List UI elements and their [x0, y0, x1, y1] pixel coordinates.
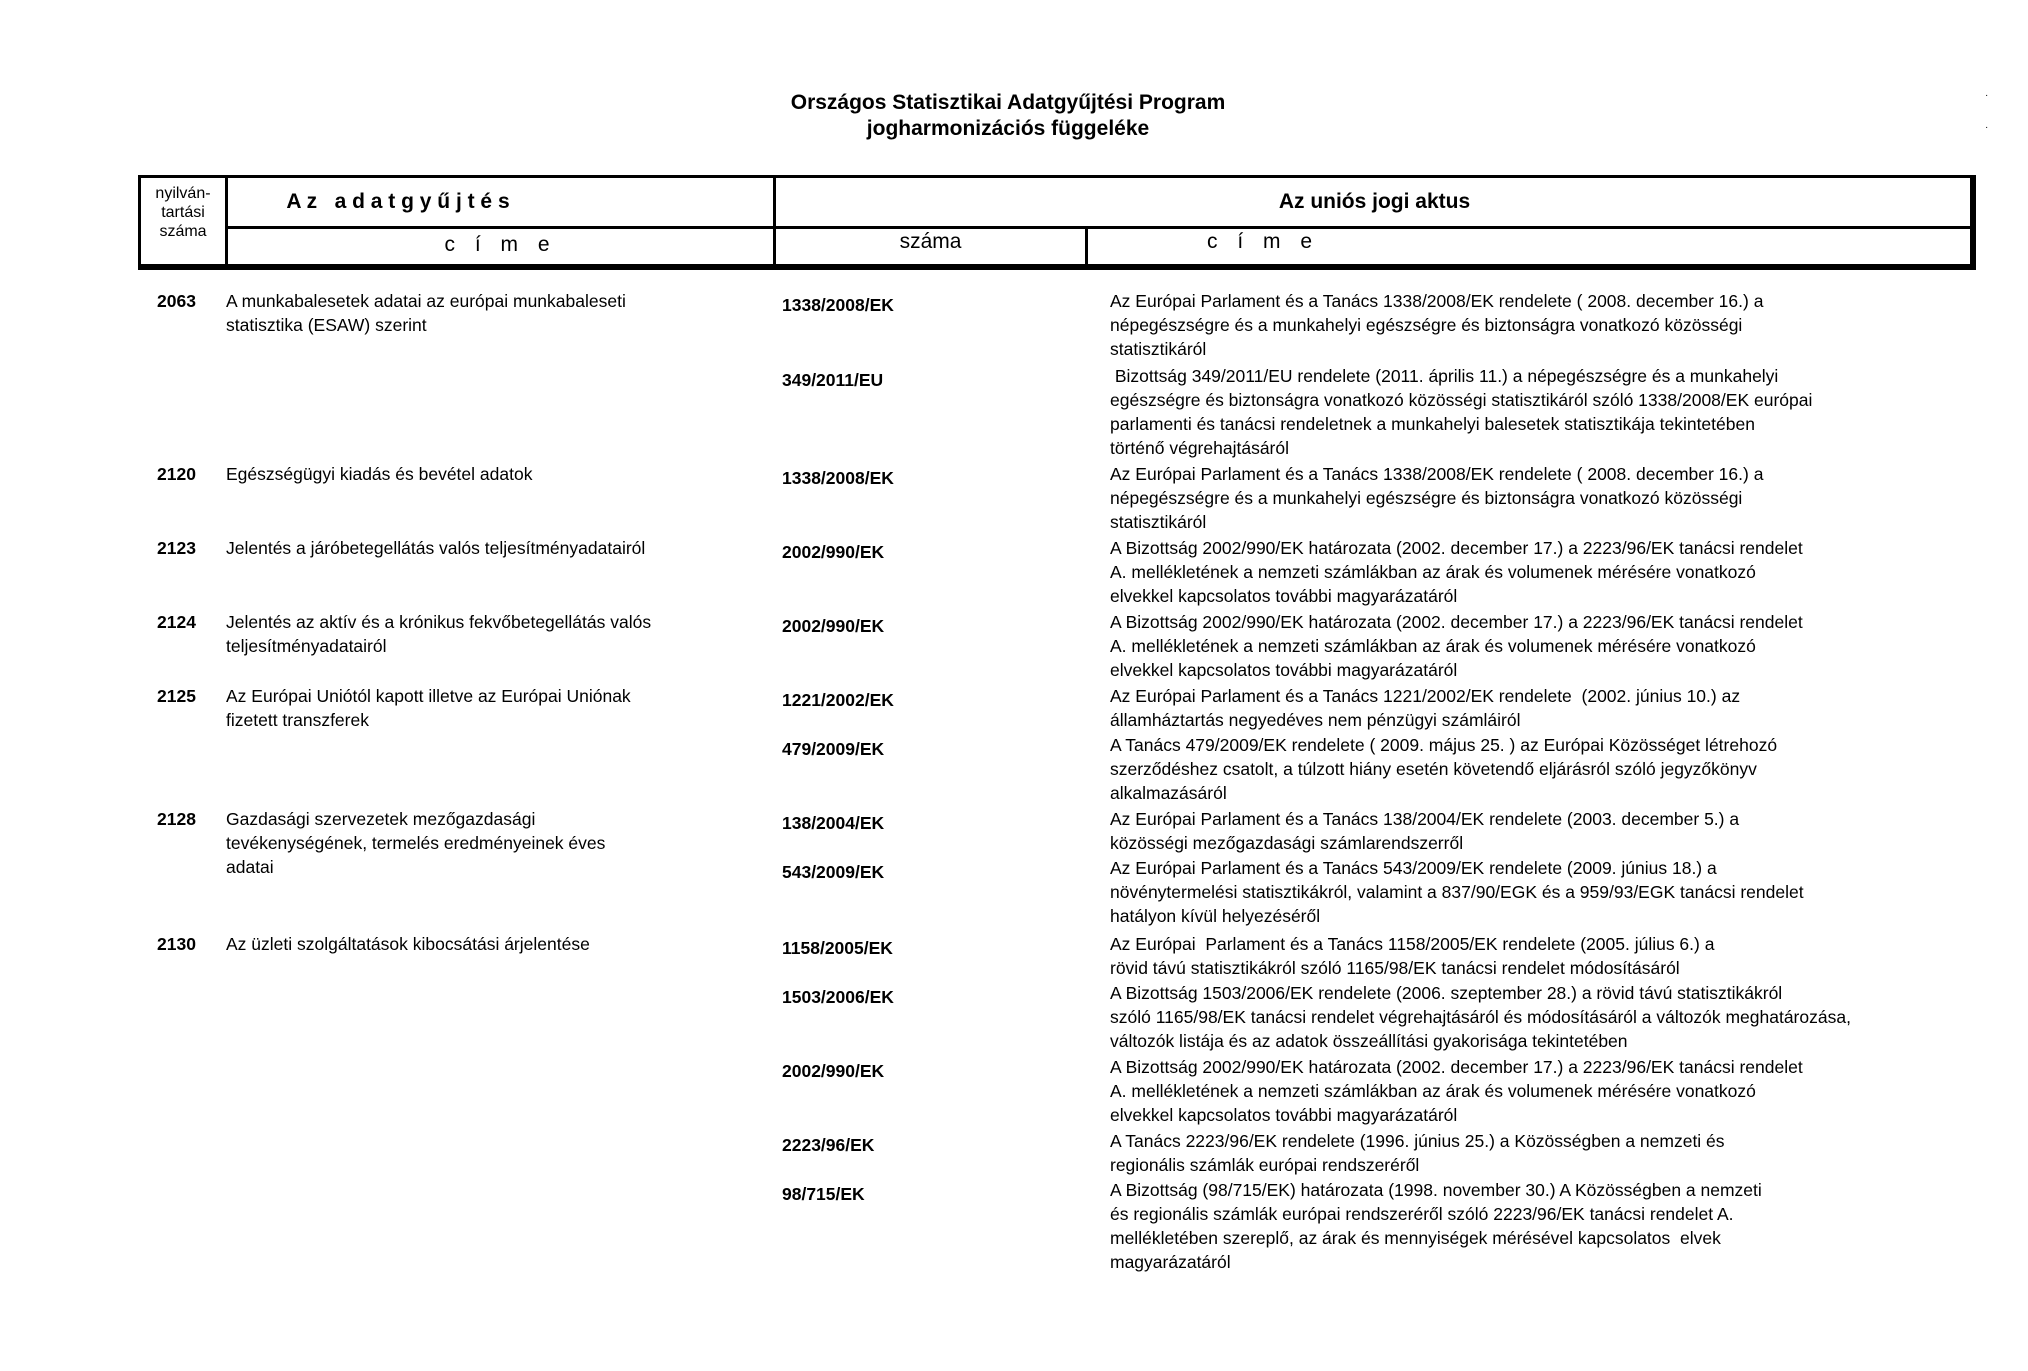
jogi-aktus-szama: 2002/990/EK [782, 542, 885, 562]
adatgyujtes-cime: Jelentés az aktív és a krónikus fekvőbetegellátás valós teljesítményadatairól [226, 612, 652, 656]
header-aktus-szama: száma [899, 230, 962, 253]
jogi-aktus-szama: 2002/990/EK [782, 1061, 885, 1081]
jogi-aktus-cime: Az Európai Parlament és a Tanács 1158/2005/EK rendelete (2005. július 6.) a rövid távú statisztikákról szóló 1165/98/EK tanácsi rendelet módosításáról [1110, 934, 1715, 978]
nyilvantartasi-szam: 2120 [157, 464, 196, 484]
jogi-aktus-szama: 349/2011/EU [782, 370, 884, 390]
nyilvantartasi-szam: 2128 [157, 809, 196, 829]
header-nyilvantartasi-szama: nyilván- tartási száma [155, 185, 211, 240]
adatgyujtes-cime: Gazdasági szervezetek mezőgazdasági tevékenységének, termelés eredményeinek éves adatai [226, 809, 606, 877]
adatgyujtes-cime: Az üzleti szolgáltatások kibocsátási árjelentése [226, 934, 590, 954]
adatgyujtes-cime: Az Európai Uniótól kapott illetve az Európai Uniónak fizetett transzferek [226, 686, 631, 730]
adatgyujtes-cime: Egészségügyi kiadás és bevétel adatok [226, 464, 533, 484]
jogi-aktus-szama: 138/2004/EK [782, 813, 885, 833]
jogi-aktus-szama: 1158/2005/EK [782, 938, 893, 958]
jogi-aktus-cime: A Bizottság (98/715/EK) határozata (1998. november 30.) A Közösségben a nemzeti és regionális számlák európai rendszeréről szóló 2223/96/EK tanácsi rendelet A. mellékletében szereplő, az árak és mennyiségek mérésével kapcsolatos elvek magyarázatáról [1110, 1180, 1762, 1272]
jogi-aktus-cime: Az Európai Parlament és a Tanács 138/2004/EK rendelete (2003. december 5.) a közösségi mezőgazdasági számlarendszerről [1110, 809, 1740, 853]
jogi-aktus-cime: A Bizottság 1503/2006/EK rendelete (2006. szeptember 28.) a rövid távú statisztikákról szóló 1165/98/EK tanácsi rendelet végrehajtásáról és módosításáról a változók meghatározása, változók listája és az adatok összeállítási gyakorisága tekintetében [1110, 983, 1851, 1051]
jogi-aktus-szama: 98/715/EK [782, 1184, 865, 1204]
table-header [138, 175, 1976, 270]
jogi-aktus-cime: A Bizottság 2002/990/EK határozata (2002. december 17.) a 2223/96/EK tanácsi rendelet A. mellékletének a nemzeti számlákban az árak és volumenek mérésére vonatkozó elvekkel kapcsolatos további magyarázatáról [1110, 612, 1803, 680]
jogi-aktus-cime: A Tanács 479/2009/EK rendelete ( 2009. május 25. ) az Európai Közösséget létrehozó szerződéshez csatolt, a túlzott hiány esetén követendő eljárásról szóló jegyzőkönyv alkalmazásáról [1110, 735, 1778, 803]
jogi-aktus-szama: 2002/990/EK [782, 616, 885, 636]
margin-mark: · [1985, 90, 1989, 101]
jogi-aktus-cime: Az Európai Parlament és a Tanács 1338/2008/EK rendelete ( 2008. december 16.) a népegészségre és a munkahelyi egészségre és biztonságra vonatkozó közösségi statisztikáról [1110, 464, 1764, 532]
margin-mark: · [1985, 122, 1989, 133]
jogi-aktus-cime: Az Európai Parlament és a Tanács 543/2009/EK rendelete (2009. június 18.) a növénytermelési statisztikákról, valamint a 837/90/EGK és a 959/93/EGK tanácsi rendelet hatályon kívül helyezéséről [1110, 858, 1804, 926]
jogi-aktus-szama: 1503/2006/EK [782, 987, 894, 1007]
header-unios-jogi-aktus: Az uniós jogi aktus [1278, 190, 1471, 213]
nyilvantartasi-szam: 2063 [157, 291, 196, 311]
adatgyujtes-cime: Jelentés a járóbetegellátás valós teljesítményadatairól [226, 538, 646, 558]
nyilvantartasi-szam: 2125 [157, 686, 196, 706]
jogi-aktus-cime: A Bizottság 2002/990/EK határozata (2002. december 17.) a 2223/96/EK tanácsi rendelet A. mellékletének a nemzeti számlákban az árak és volumenek mérésére vonatkozó elvekkel kapcsolatos további magyarázatáról [1110, 1057, 1803, 1125]
jogi-aktus-cime: A Tanács 2223/96/EK rendelete (1996. június 25.) a Közösségben a nemzeti és regionális számlák európai rendszeréről [1110, 1131, 1725, 1175]
document-subtitle: jogharmonizációs függeléke [866, 117, 1150, 140]
jogi-aktus-cime: Az Európai Parlament és a Tanács 1221/2002/EK rendelete (2002. június 10.) az államháztartás negyedéves nem pénzügyi számláiról [1110, 686, 1741, 730]
header-adatgyujtes-cime: c í m e [444, 233, 557, 256]
jogi-aktus-szama: 543/2009/EK [782, 862, 885, 882]
jogi-aktus-cime: Bizottság 349/2011/EU rendelete (2011. április 11.) a népegészségre és a munkahelyi egészségre és biztonságra vonatkozó közösségi statisztikáról szóló 1338/2008/EK európai parlamenti és tanácsi rendeletnek a munkahelyi balesetek statisztikája tekintetében történő végrehajtásáról [1110, 366, 1813, 458]
jogi-aktus-szama: 1221/2002/EK [782, 690, 894, 710]
jogi-aktus-szama: 2223/96/EK [782, 1135, 875, 1155]
jogi-aktus-szama: 479/2009/EK [782, 739, 885, 759]
jogi-aktus-cime: Az Európai Parlament és a Tanács 1338/2008/EK rendelete ( 2008. december 16.) a népegészségre és a munkahelyi egészségre és biztonságra vonatkozó közösségi statisztikáról [1110, 291, 1764, 359]
header-aktus-cime: c í m e [1206, 230, 1319, 253]
document-title: Országos Statisztikai Adatgyűjtési Program [790, 91, 1226, 114]
adatgyujtes-cime: A munkabalesetek adatai az európai munkabaleseti statisztika (ESAW) szerint [226, 291, 626, 335]
jogi-aktus-szama: 1338/2008/EK [782, 295, 894, 315]
header-adatgyujtes: A z a d a t g y ű j t é s [286, 190, 510, 213]
nyilvantartasi-szam: 2124 [157, 612, 196, 632]
nyilvantartasi-szam: 2123 [157, 538, 196, 558]
jogi-aktus-cime: A Bizottság 2002/990/EK határozata (2002. december 17.) a 2223/96/EK tanácsi rendelet A. mellékletének a nemzeti számlákban az árak és volumenek mérésére vonatkozó elvekkel kapcsolatos további magyarázatáról [1110, 538, 1803, 606]
jogi-aktus-szama: 1338/2008/EK [782, 468, 894, 488]
nyilvantartasi-szam: 2130 [157, 934, 196, 954]
